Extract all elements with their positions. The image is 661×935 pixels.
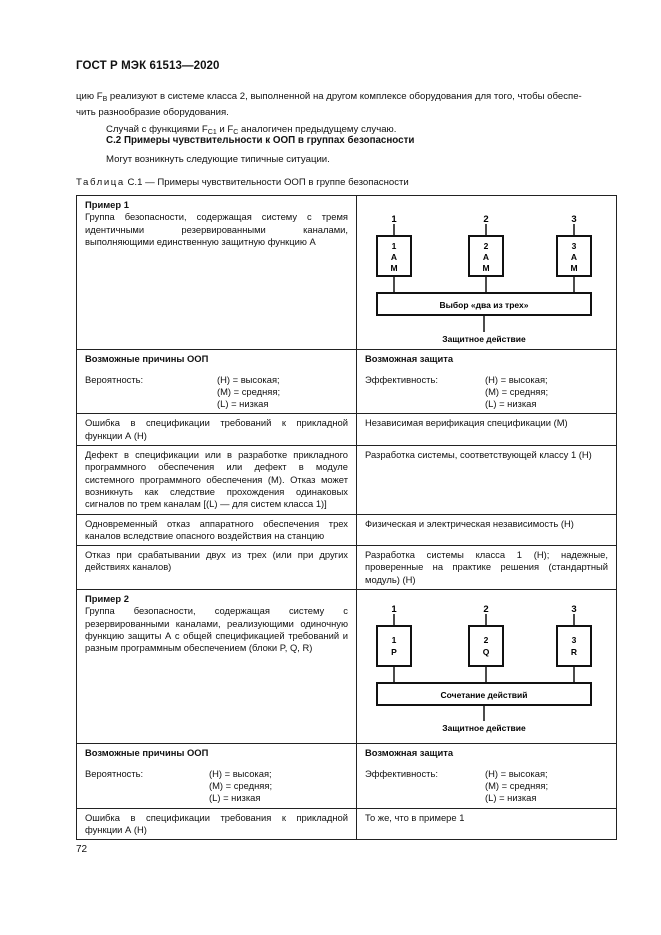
- example2-title: Пример 2: [85, 593, 129, 605]
- example1-efficiency-medium: (M) = средняя;: [485, 385, 549, 397]
- example1-probability-values: [217, 374, 280, 411]
- example1-efficiency-label: Эффективность:: [365, 373, 438, 385]
- example2-causes-header-cell: [77, 744, 357, 808]
- example2-probability-low: (L) = низкая: [209, 792, 261, 804]
- intro-p2-sub1: C1: [207, 129, 217, 136]
- example2-channel-1-number: 1: [391, 604, 397, 616]
- example2-probability: [85, 768, 348, 805]
- example2-channel-3: [557, 604, 591, 683]
- example2-description-cell: [77, 590, 357, 744]
- example2-protection-header-cell: [357, 744, 617, 808]
- example2-row: [77, 590, 617, 744]
- example1-channel-2-line1: 2: [483, 241, 489, 251]
- example2-efficiency-high: (H) = высокая;: [485, 767, 548, 779]
- example1-voter-label: Выбор «два из трех»: [439, 300, 529, 310]
- section-title: С.2 Примеры чувствительности к ООП в группах безопасности: [106, 135, 415, 146]
- example1-channel-1-number: 1: [391, 214, 397, 225]
- example1-channel-2-number: 2: [483, 214, 489, 225]
- example2-causes-header: Возможные причины ООП: [85, 747, 209, 759]
- example1-protection-header: Возможная защита: [365, 353, 454, 365]
- table-row: [77, 414, 617, 446]
- example1-row1-protection: Независимая верификация спецификации (M): [357, 414, 617, 446]
- table-caption-prefix: Таблица: [76, 177, 125, 188]
- example1-header-row: [77, 350, 617, 414]
- example2-channel-3-box: [557, 626, 591, 666]
- example2-efficiency-medium: (M) = средняя;: [485, 779, 549, 791]
- example2-channel-3-line1: 3: [571, 635, 577, 646]
- example1-channel-1-line1: 1: [391, 241, 397, 251]
- example1-probability-medium: (M) = средняя;: [217, 385, 281, 397]
- example2-efficiency: [365, 768, 608, 805]
- example2-header-row: [77, 744, 617, 808]
- example1-probability: [85, 374, 348, 411]
- intro-paragraph-1: [76, 91, 616, 119]
- example1-causes-header: Возможные причины ООП: [85, 353, 209, 365]
- example2-diagram: [357, 590, 616, 740]
- example1-row3-cause: Одновременный отказ аппаратного обеспечения трех каналов вследствие опасного воздействия на станцию: [77, 514, 357, 546]
- example1-row1-cause: Ошибка в спецификации требований к прикладной функции А (H): [77, 414, 357, 446]
- example2-channel-3-line2: R: [570, 647, 578, 658]
- example2-efficiency-values: [485, 768, 548, 805]
- example1-row2-cause: Дефект в спецификации или в разработке прикладного программного обеспечения или дефект в модуле системного программного обеспечения (M). Отказ может возникнуть как следствие прохождения одинаковых сигналов по трем каналам [(L) — для систем класса 1)]: [77, 446, 357, 514]
- page-header: ГОСТ Р МЭК 61513—2020: [76, 60, 220, 72]
- example2-text: Группа безопасности, содержащая систему с резервированными каналами, реализующими одиночную функцию защиты А с общей спецификацией требований и разным программным обеспечением (блоки P, Q, R): [85, 605, 348, 654]
- example2-efficiency-label: Эффективность:: [365, 767, 438, 779]
- intro-p1-b: реализуют в системе класса 2, выполненной на другом комплексе оборудования для того, чтобы обеспе-: [107, 91, 582, 102]
- intro-p1-line2: чить разнообразие оборудования.: [76, 106, 229, 118]
- example2-probability-high: (H) = высокая;: [209, 767, 272, 779]
- page-number: 72: [76, 844, 88, 855]
- table-row: [77, 514, 617, 546]
- example2-channel-2-box: [469, 626, 503, 666]
- example1-channel-3-line2: A: [570, 252, 578, 262]
- example1-causes-header-cell: [77, 350, 357, 414]
- example2-channel-2-line1: 2: [483, 635, 489, 646]
- example1-diagram-cell: [357, 196, 617, 350]
- intro-p1-sub: B: [102, 96, 108, 103]
- example2-channel-2-number: 2: [483, 604, 489, 616]
- example1-row: [77, 196, 617, 350]
- table-row: [77, 546, 617, 590]
- table-caption: [76, 177, 409, 188]
- example1-channel-2-line3: M: [482, 263, 490, 273]
- table-row: [77, 446, 617, 514]
- example1-row4-cause: Отказ при срабатывании двух из трех (или при других действиях каналов): [77, 546, 357, 590]
- example2-output-label: Защитное действие: [442, 723, 526, 734]
- example1-channel-2-line2: A: [482, 252, 490, 262]
- intro-p1-a: цию F: [76, 91, 103, 102]
- example1-channel-3-line3: M: [570, 263, 578, 273]
- example2-channel-1-line1: 1: [391, 635, 397, 646]
- dependability-table: [76, 195, 617, 840]
- example2-diagram-cell: [357, 590, 617, 744]
- example1-diagram: [357, 196, 616, 346]
- example2-probability-values: [209, 768, 272, 805]
- example2-efficiency-low: (L) = низкая: [485, 792, 537, 804]
- example2-protection-header: Возможная защита: [365, 747, 454, 759]
- example2-channel-1-box: [377, 626, 411, 666]
- example1-text: Группа безопасности, содержащая систему с тремя идентичными резервированными каналами, выполняющими единственную защитную функцию А: [85, 211, 348, 247]
- intro-p2-c: аналогичен предыдущему случаю.: [238, 124, 397, 135]
- example2-channel-1-line2: P: [391, 647, 397, 658]
- example1-probability-low: (L) = низкая: [217, 398, 269, 410]
- example1-row3-protection: Физическая и электрическая независимость (H): [357, 514, 617, 546]
- example1-channel-3: [557, 214, 591, 293]
- example1-row2-protection: Разработка системы, соответствующей классу 1 (H): [357, 446, 617, 514]
- example2-channel-2: [469, 604, 503, 683]
- example1-protection-header-cell: [357, 350, 617, 414]
- example2-combiner-label: Сочетание действий: [440, 690, 528, 701]
- example1-channel-2: [469, 214, 503, 293]
- example2-channel-1: [377, 604, 411, 683]
- example1-channel-1-line3: M: [390, 263, 398, 273]
- intro-p2-a: Случай с функциями F: [106, 124, 208, 135]
- example2-probability-label: Вероятность:: [85, 767, 144, 779]
- section-text: Могут возникнуть следующие типичные ситуации.: [106, 154, 330, 165]
- example1-efficiency-high: (H) = высокая;: [485, 373, 548, 385]
- example1-channel-1: [377, 214, 411, 293]
- example1-output-label: Защитное действие: [442, 334, 526, 344]
- example2-row1-cause: Ошибка в спецификации требования к прикладной функции А (H): [77, 808, 357, 840]
- intro-p2-sub2: C: [233, 129, 239, 136]
- example1-efficiency-values: [485, 374, 548, 411]
- example2-row1-protection: То же, что в примере 1: [357, 808, 617, 840]
- example1-title: Пример 1: [85, 199, 129, 210]
- example2-probability-medium: (M) = средняя;: [209, 779, 273, 791]
- example1-description-cell: [77, 196, 357, 350]
- example1-efficiency: [365, 374, 608, 411]
- example1-efficiency-low: (L) = низкая: [485, 398, 537, 410]
- example2-channel-2-line2: Q: [482, 647, 490, 658]
- intro-p2-b: и F: [216, 124, 234, 135]
- example1-channel-3-number: 3: [571, 214, 577, 225]
- intro-text: [76, 91, 616, 140]
- example1-channel-1-line2: A: [390, 252, 398, 262]
- table-caption-text: С.1 — Примеры чувствительности ООП в группе безопасности: [124, 177, 409, 188]
- table-row: [77, 808, 617, 840]
- example1-channel-3-line1: 3: [571, 241, 577, 251]
- example1-probability-high: (H) = высокая;: [217, 373, 280, 385]
- example2-channel-3-number: 3: [571, 604, 577, 616]
- example1-row4-protection: Разработка системы класса 1 (H); надежные, проверенные на практике решения (стандартный модуль) (H): [357, 546, 617, 590]
- example1-probability-label: Вероятность:: [85, 373, 144, 385]
